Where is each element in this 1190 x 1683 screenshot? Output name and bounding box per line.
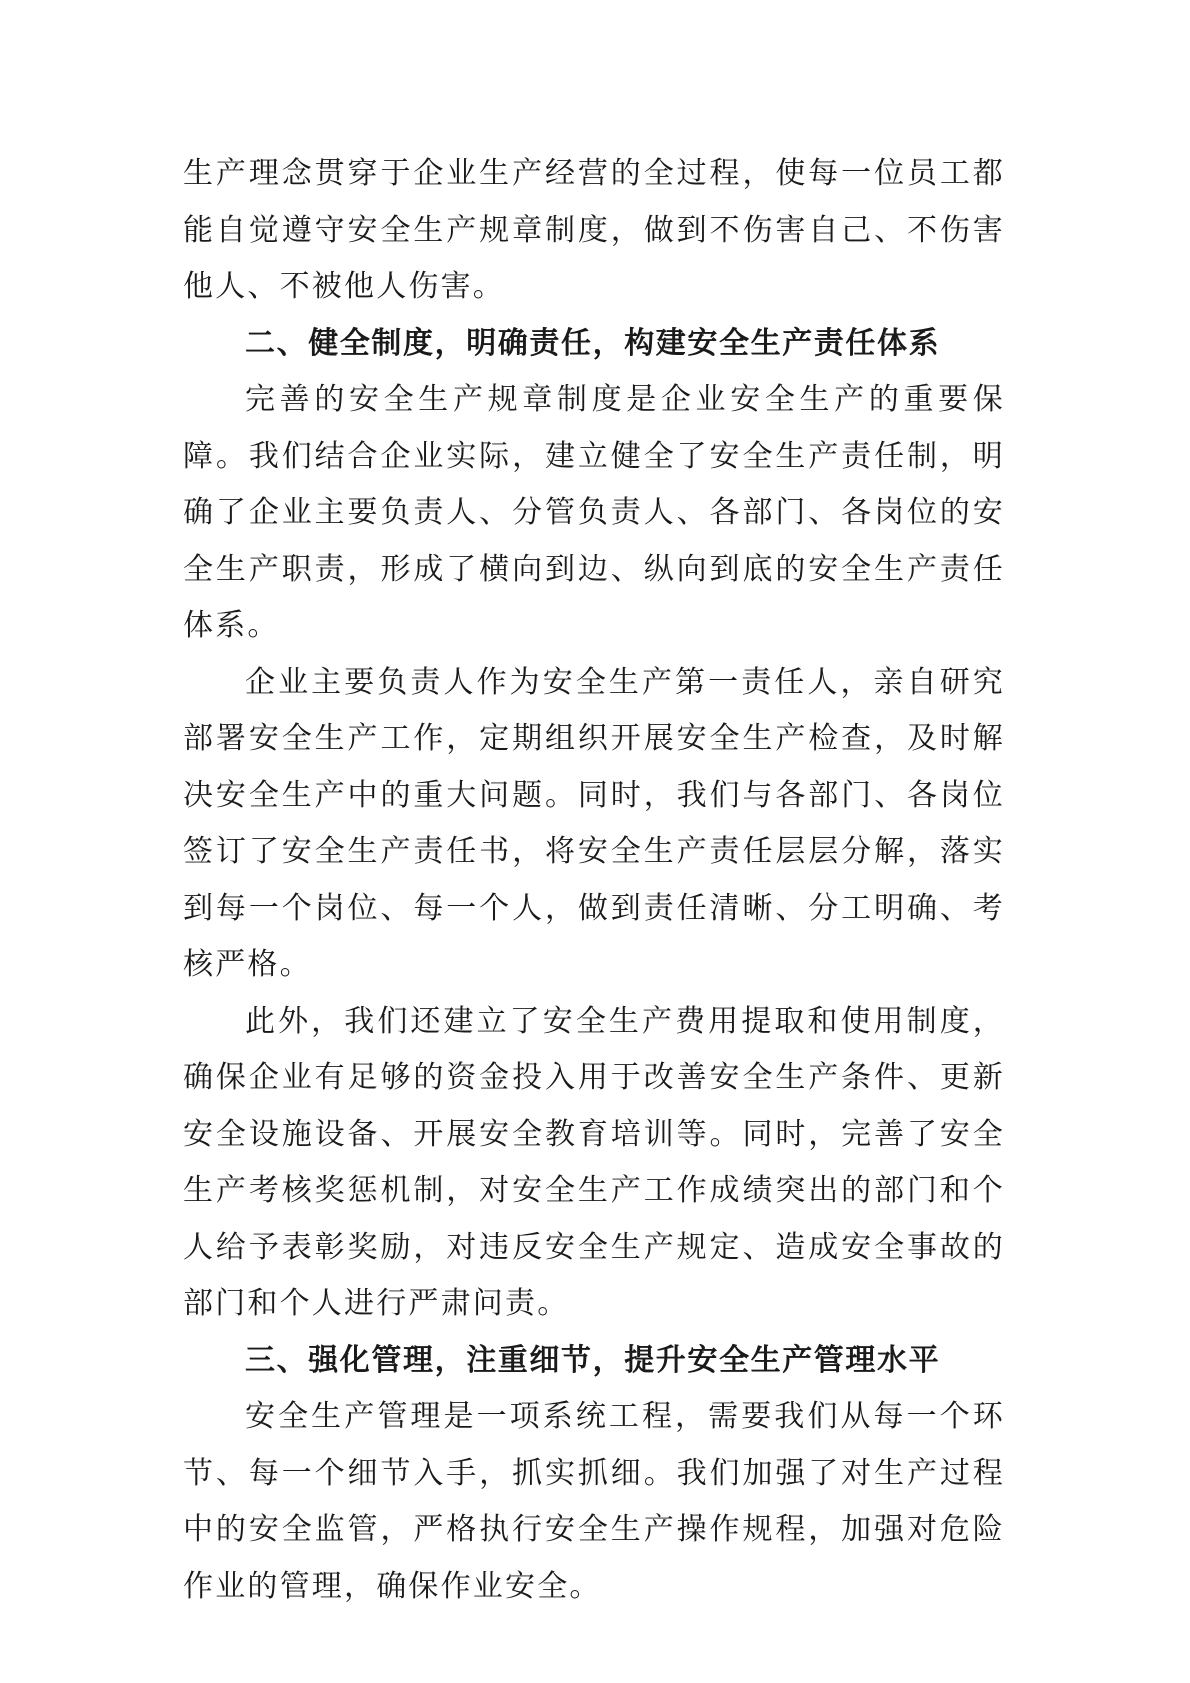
section-heading-3: 三、强化管理，注重细节，提升安全生产管理水平 — [245, 1342, 941, 1378]
paragraph: 企业主要负责人作为安全生产第一责任人，亲自研究部署安全生产工作，定期组织开展安全生产检查，及时解决安全生产中的重大问题。同时，我们与各部门、各岗位签订了安全生产责任书，将安全生产责任层层分解，落实到每一个岗位、每一个人，做到责任清晰、分工明确、考核严格。 — [183, 664, 1005, 982]
section-heading-2: 二、健全制度，明确责任，构建安全生产责任体系 — [245, 325, 941, 361]
paragraph: 此外，我们还建立了安全生产费用提取和使用制度，确保企业有足够的资金投入用于改善安全生产条件、更新安全设施设备、开展安全教育培训等。同时，完善了安全生产考核奖惩机制，对安全生产工作成绩突出的部门和个人给予表彰奖励，对违反安全生产规定、造成安全事故的部门和个人进行严肃问责。 — [183, 1003, 1005, 1321]
paragraph: 完善的安全生产规章制度是企业安全生产的重要保障。我们结合企业实际，建立健全了安全生产责任制，明确了企业主要负责人、分管负责人、各部门、各岗位的安全生产职责，形成了横向到边、纵向到底的安全生产责任体系。 — [183, 382, 1005, 643]
paragraph: 安全生产管理是一项系统工程，需要我们从每一个环节、每一个细节入手，抓实抓细。我们加强了对生产过程中的安全监管，严格执行安全生产操作规程，加强对危险作业的管理，确保作业安全。 — [183, 1399, 1005, 1604]
paragraph-continuation: 生产理念贯穿于企业生产经营的全过程，使每一位员工都能自觉遵守安全生产规章制度，做到不伤害自己、不伤害他人、不被他人伤害。 — [183, 156, 1005, 304]
document-body — [183, 146, 1005, 1615]
